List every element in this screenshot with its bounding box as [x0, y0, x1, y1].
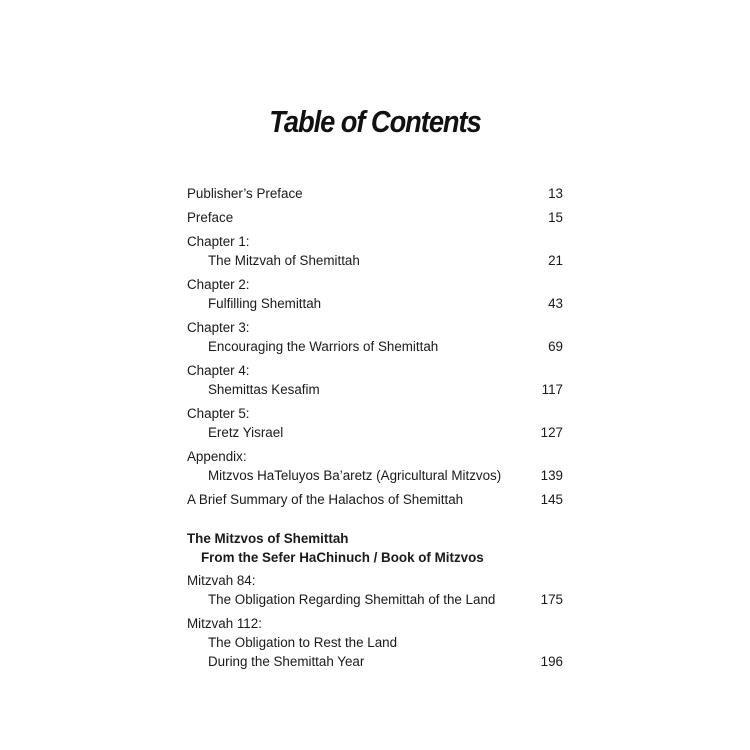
toc-entry-subtitle: Encouraging the Warriors of Shemittah: [208, 339, 439, 354]
toc-entry-subtitle: Eretz Yisrael: [208, 425, 284, 440]
toc-page-number: 15: [548, 210, 563, 225]
toc-page-number: 43: [548, 296, 563, 311]
toc-entry: [187, 208, 563, 227]
toc-entry-label: Chapter 1:: [187, 234, 250, 249]
toc-entry: [187, 614, 563, 671]
toc-page-number: 117: [541, 382, 563, 397]
toc-entry: [187, 275, 563, 313]
toc-entry-subtitle: Fulfilling Shemittah: [208, 296, 322, 311]
page-title: Table of Contents: [269, 104, 481, 139]
toc-page-number: 127: [540, 425, 563, 440]
toc-page-number: 145: [540, 492, 563, 507]
toc-entry: [187, 490, 563, 509]
toc-entry: [187, 447, 563, 485]
toc-page-number: 69: [548, 339, 563, 354]
toc-entry-label: Publisher’s Preface: [187, 186, 303, 201]
toc-entry: [187, 404, 563, 442]
toc-entry-subtitle: The Obligation to Rest the Land: [208, 635, 398, 650]
toc-entry-subtitle: During the Shemittah Year: [208, 654, 365, 669]
toc-entry-subtitle: Shemittas Kesafim: [208, 382, 320, 397]
toc-entry-label: Chapter 5:: [187, 406, 250, 421]
toc-entry-label: Chapter 3:: [187, 320, 250, 335]
toc-entry: [187, 571, 563, 609]
toc-page-number: 175: [540, 592, 563, 607]
toc-entry-label: Chapter 2:: [187, 277, 250, 292]
toc-page-number: 21: [548, 253, 563, 268]
section-heading-title: The Mitzvos of Shemittah: [187, 531, 349, 546]
section-heading: [187, 529, 563, 567]
toc-entry: [187, 361, 563, 399]
toc-entry: [187, 184, 563, 203]
table-of-contents: [187, 184, 563, 676]
toc-entries-main: [187, 184, 563, 509]
toc-entry-label: A Brief Summary of the Halachos of Shemittah: [187, 492, 464, 507]
toc-entry-label: Preface: [187, 210, 234, 225]
section-heading-subtitle: From the Sefer HaChinuch / Book of Mitzvos: [201, 550, 484, 565]
toc-page-number: 196: [540, 654, 563, 669]
toc-entry-subtitle: The Obligation Regarding Shemittah of the Land: [208, 592, 496, 607]
toc-entry: [187, 232, 563, 270]
toc-entries-mitzvos: [187, 571, 563, 671]
toc-entry-label: Chapter 4:: [187, 363, 250, 378]
toc-page-number: 139: [540, 468, 563, 483]
toc-entry-label: Mitzvah 112:: [187, 616, 262, 631]
toc-entry-subtitle: The Mitzvah of Shemittah: [208, 253, 360, 268]
toc-page-number: 13: [548, 186, 563, 201]
toc-entry: [187, 318, 563, 356]
toc-entry-label: Appendix:: [187, 449, 247, 464]
toc-entry-subtitle: Mitzvos HaTeluyos Ba’aretz (Agricultural Mitzvos): [208, 468, 502, 483]
toc-entry-label: Mitzvah 84:: [187, 573, 256, 588]
